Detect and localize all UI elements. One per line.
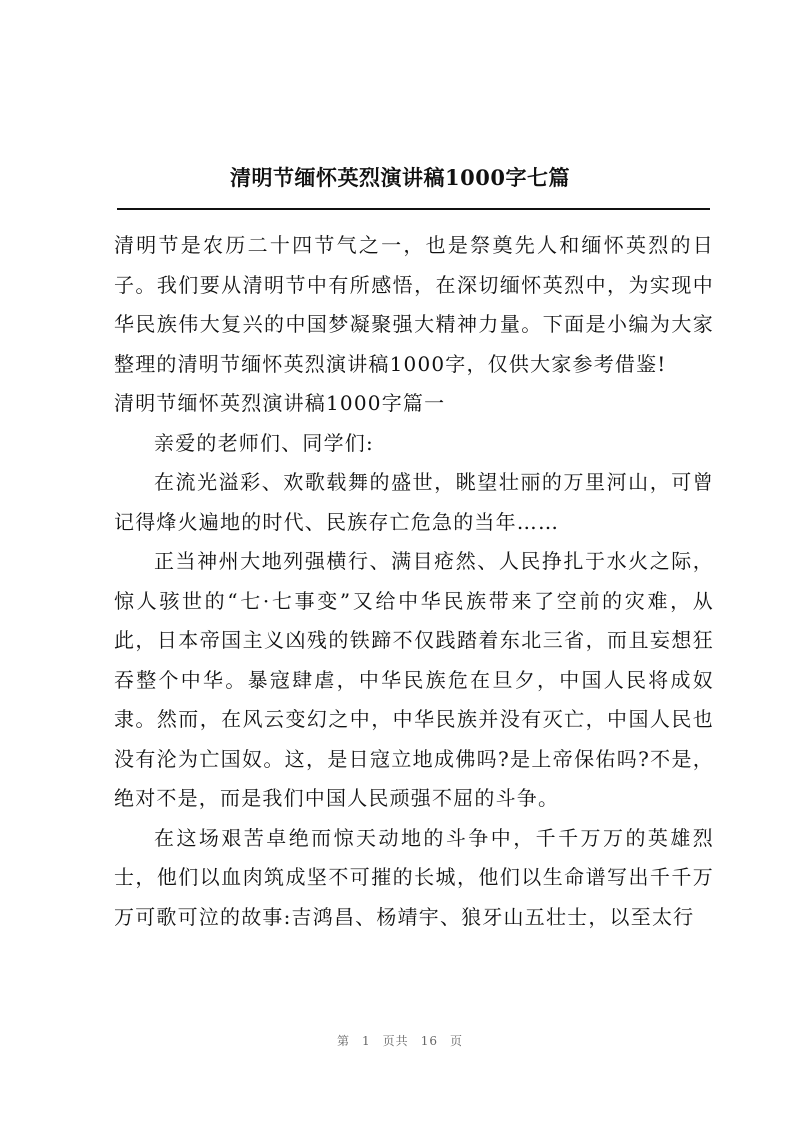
page-label-prefix: 第 <box>337 1034 351 1048</box>
paragraph-intro: 清明节是农历二十四节气之一，也是祭奠先人和缅怀英烈的日子。我们要从清明节中有所感悟，在深切缅怀英烈中，为实现中华民族伟大复兴的中国梦凝聚强大精神力量。下面是小编为大家整理的清明节缅怀英烈演讲稿1000字，仅供大家参考借鉴! <box>114 233 714 376</box>
paragraph-salutation: 亲爱的老师们、同学们: <box>154 430 374 455</box>
paragraph-body: 在流光溢彩、欢歌载舞的盛世，眺望壮丽的万里河山，可曾记得烽火遍地的时代、民族存亡危急的当年…… <box>114 470 714 534</box>
title-divider <box>117 208 710 210</box>
page-footer <box>0 1032 800 1049</box>
total-pages: 16 <box>420 1034 438 1048</box>
paragraph-body: 在这场艰苦卓绝而惊天动地的斗争中，千千万万的英雄烈士，他们以血肉筑成坚不可摧的长城，他们以生命谱写出千千万万可歌可泣的故事:吉鸿昌、杨靖宇、狼牙山五壮士，以至太行 <box>114 825 714 929</box>
page-label-middle: 页共 <box>382 1034 409 1048</box>
document-title: 清明节缅怀英烈演讲稿1000字七篇 <box>230 165 570 190</box>
paragraph-body: 正当神州大地列强横行、满目疮然、人民挣扎于水火之际，惊人骇世的“七·七事变”又给中华民族带来了空前的灾难，从此，日本帝国主义凶残的铁蹄不仅践踏着东北三省，而且妄想狂吞整个中华。暴寇肆虐，中华民族危在旦夕，中国人民将成奴隶。然而，在风云变幻之中，中华民族并没有灭亡，中国人民也没有沦为亡国奴。这，是日寇立地成佛吗?是上帝保佑吗?不是，绝对不是，而是我们中国人民顽强不屈的斗争。 <box>114 549 714 810</box>
page-number: 1 <box>362 1034 371 1048</box>
section-heading: 清明节缅怀英烈演讲稿1000字篇一 <box>114 391 446 415</box>
document-body <box>114 226 714 937</box>
page-label-suffix: 页 <box>449 1034 463 1048</box>
